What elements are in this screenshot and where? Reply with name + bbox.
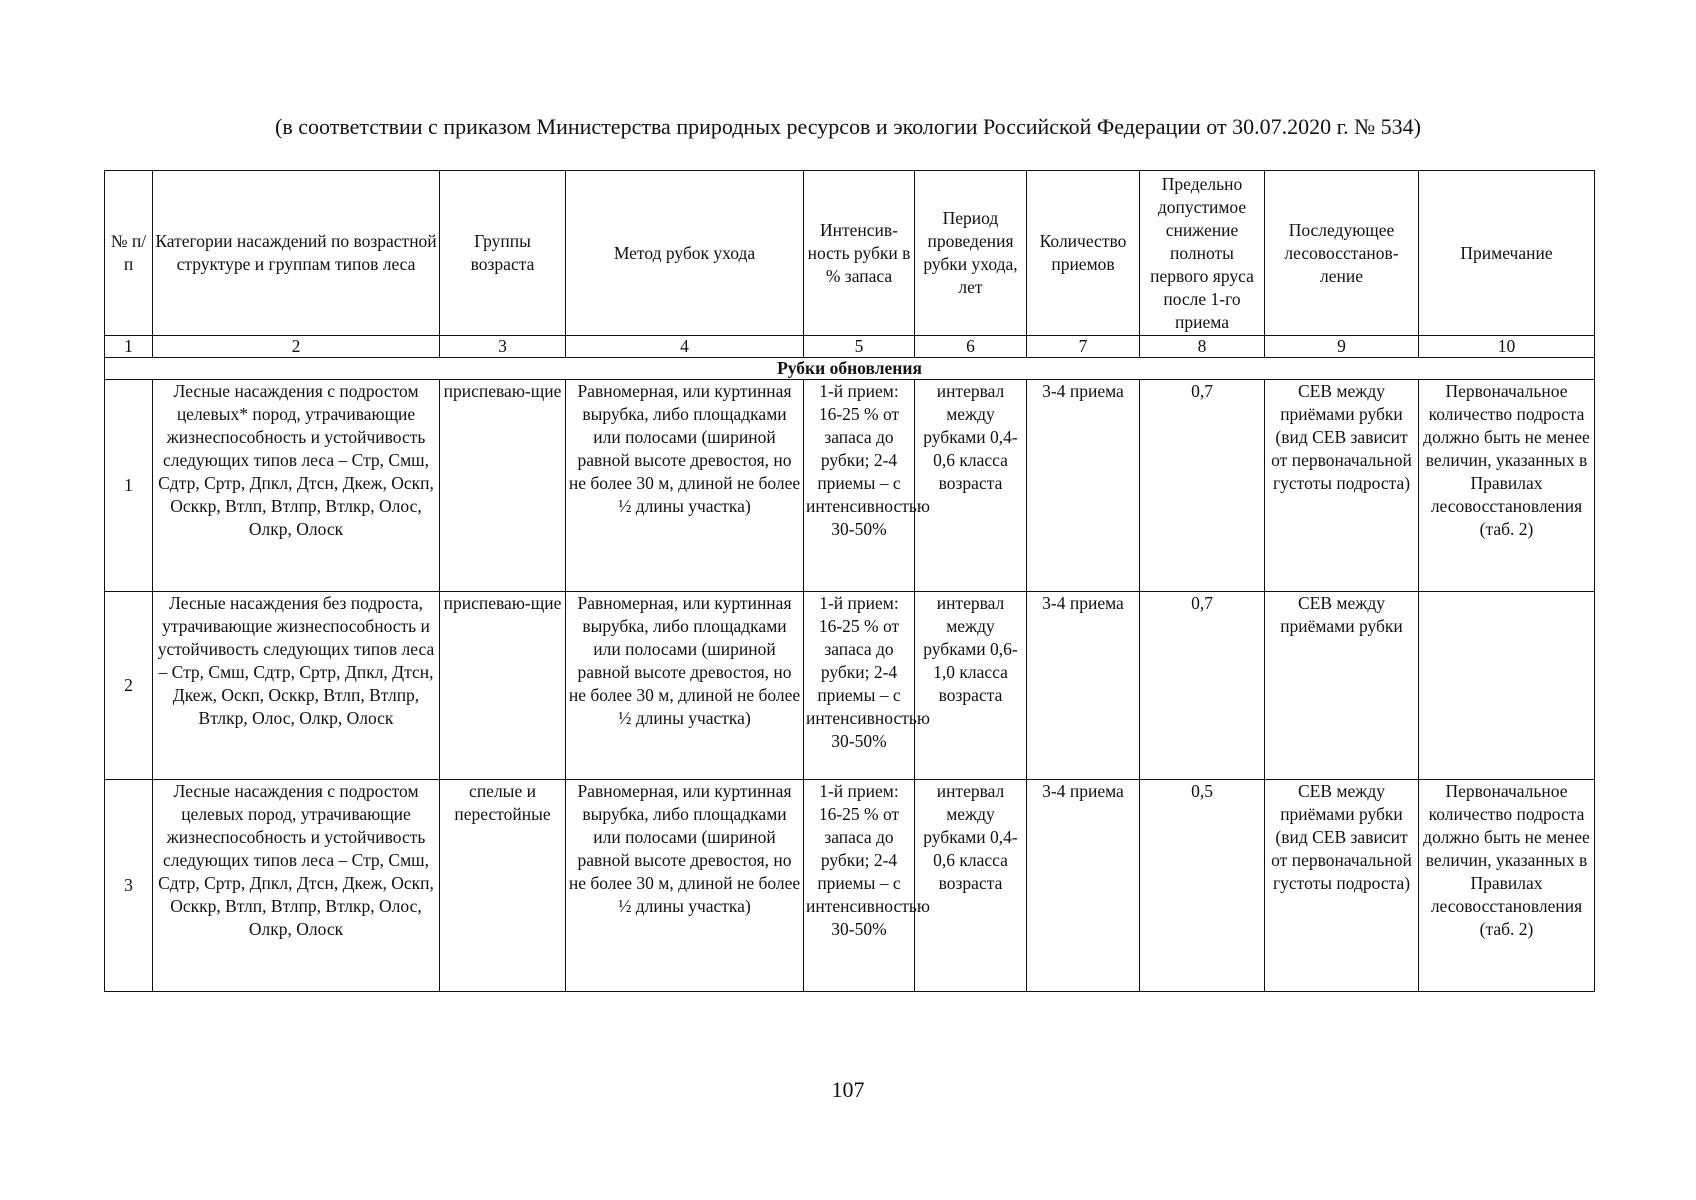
method-cell: Равномерная, или куртинная вырубка, либо площадками или полосами (шириной равной высоте древостоя, но не более 30 м, длиной не более ½ длины участка) — [566, 780, 804, 992]
column-number: 8 — [1140, 336, 1265, 358]
table-row — [105, 780, 1595, 992]
note-cell: Первоначальное количество подроста должно быть не менее величин, указанных в Правилах лесовосстановления (таб. 2) — [1419, 380, 1595, 592]
section-title: Рубки обновления — [105, 358, 1595, 380]
count-cell: 3-4 приема — [1027, 780, 1140, 992]
row-number: 1 — [105, 380, 153, 592]
header-cell: Последующее лесовосстанов-ление — [1265, 171, 1419, 336]
category-cell: Лесные насаждения с подростом целевых пород, утрачивающие жизнеспособность и устойчивость следующих типов леса – Стр, Смш, Сдтр, Сртр, Дпкл, Дтсн, Дкеж, Оскп, Осккр, Втлп, Втлпр, Втлкр, Олос, Олкр, Олоск — [153, 780, 440, 992]
count-cell: 3-4 приема — [1027, 592, 1140, 780]
column-number: 3 — [440, 336, 566, 358]
count-cell: 3-4 приема — [1027, 380, 1140, 592]
column-number: 5 — [804, 336, 915, 358]
header-cell: Категории насаждений по возрастной структуре и группам типов леса — [153, 171, 440, 336]
document-subtitle: (в соответствии с приказом Министерства природных ресурсов и экологии Российской Федерации от 30.07.2020 г. № 534) — [275, 114, 1421, 139]
row-number: 2 — [105, 592, 153, 780]
section-row — [105, 358, 1595, 380]
method-cell: Равномерная, или куртинная вырубка, либо площадками или полосами (шириной равной высоте древостоя, но не более 30 м, длиной не более ½ длины участка) — [566, 592, 804, 780]
age-group-cell: приспеваю-щие — [440, 592, 566, 780]
row-number: 3 — [105, 780, 153, 992]
age-group-cell: приспеваю-щие — [440, 380, 566, 592]
intensity-cell: 1-й прием: 16-25 % от запаса до рубки; 2-4 приемы – с интенсивностью 30-50% — [804, 592, 915, 780]
period-cell: интервал между рубками 0,6-1,0 класса возраста — [915, 592, 1027, 780]
note-cell: Первоначальное количество подроста должно быть не менее величин, указанных в Правилах лесовосстановления (таб. 2) — [1419, 780, 1595, 992]
note-cell — [1419, 592, 1595, 780]
column-number-row — [105, 336, 1595, 358]
age-group-cell: спелые и перестойные — [440, 780, 566, 992]
method-cell: Равномерная, или куртинная вырубка, либо площадками или полосами (шириной равной высоте древостоя, но не более 30 м, длиной не более ½ длины участка) — [566, 380, 804, 592]
reforestation-cell: СЕВ между приёмами рубки — [1265, 592, 1419, 780]
header-cell: Период проведения рубки ухода, лет — [915, 171, 1027, 336]
column-number: 4 — [566, 336, 804, 358]
category-cell: Лесные насаждения без подроста, утрачивающие жизнеспособность и устойчивость следующих типов леса – Стр, Смш, Сдтр, Сртр, Дпкл, Дтсн, Дкеж, Оскп, Осккр, Втлп, Втлпр, Втлкр, Олос, Олкр, Олоск — [153, 592, 440, 780]
table-row — [105, 592, 1595, 780]
period-cell: интервал между рубками 0,4-0,6 класса возраста — [915, 380, 1027, 592]
density-cell: 0,5 — [1140, 780, 1265, 992]
column-number: 9 — [1265, 336, 1419, 358]
header-cell: Предельно допустимое снижение полноты первого яруса после 1-го приема — [1140, 171, 1265, 336]
period-cell: интервал между рубками 0,4-0,6 класса возраста — [915, 780, 1027, 992]
table-row — [105, 380, 1595, 592]
reforestation-cell: СЕВ между приёмами рубки (вид СЕВ зависит от первоначальной густоты подроста) — [1265, 380, 1419, 592]
column-number: 1 — [105, 336, 153, 358]
page-number: 107 — [831, 1077, 865, 1102]
cutting-table — [104, 170, 1595, 992]
reforestation-cell: СЕВ между приёмами рубки (вид СЕВ зависит от первоначальной густоты подроста) — [1265, 780, 1419, 992]
category-cell: Лесные насаждения с подростом целевых* пород, утрачивающие жизнеспособность и устойчивость следующих типов леса – Стр, Смш, Сдтр, Сртр, Дпкл, Дтсн, Дкеж, Оскп, Осккр, Втлп, Втлпр, Втлкр, Олос, Олкр, Олоск — [153, 380, 440, 592]
intensity-cell: 1-й прием: 16-25 % от запаса до рубки; 2-4 приемы – с интенсивностью 30-50% — [804, 780, 915, 992]
header-cell: Примечание — [1419, 171, 1595, 336]
intensity-cell: 1-й прием: 16-25 % от запаса до рубки; 2-4 приемы – с интенсивностью 30-50% — [804, 380, 915, 592]
header-cell: Метод рубок ухода — [566, 171, 804, 336]
column-number: 2 — [153, 336, 440, 358]
header-cell: № п/п — [105, 171, 153, 336]
column-number: 7 — [1027, 336, 1140, 358]
column-number: 10 — [1419, 336, 1595, 358]
column-number: 6 — [915, 336, 1027, 358]
header-cell: Количество приемов — [1027, 171, 1140, 336]
header-cell: Группы возраста — [440, 171, 566, 336]
density-cell: 0,7 — [1140, 380, 1265, 592]
header-cell: Интенсив-ность рубки в % запаса — [804, 171, 915, 336]
density-cell: 0,7 — [1140, 592, 1265, 780]
header-row — [105, 171, 1595, 336]
